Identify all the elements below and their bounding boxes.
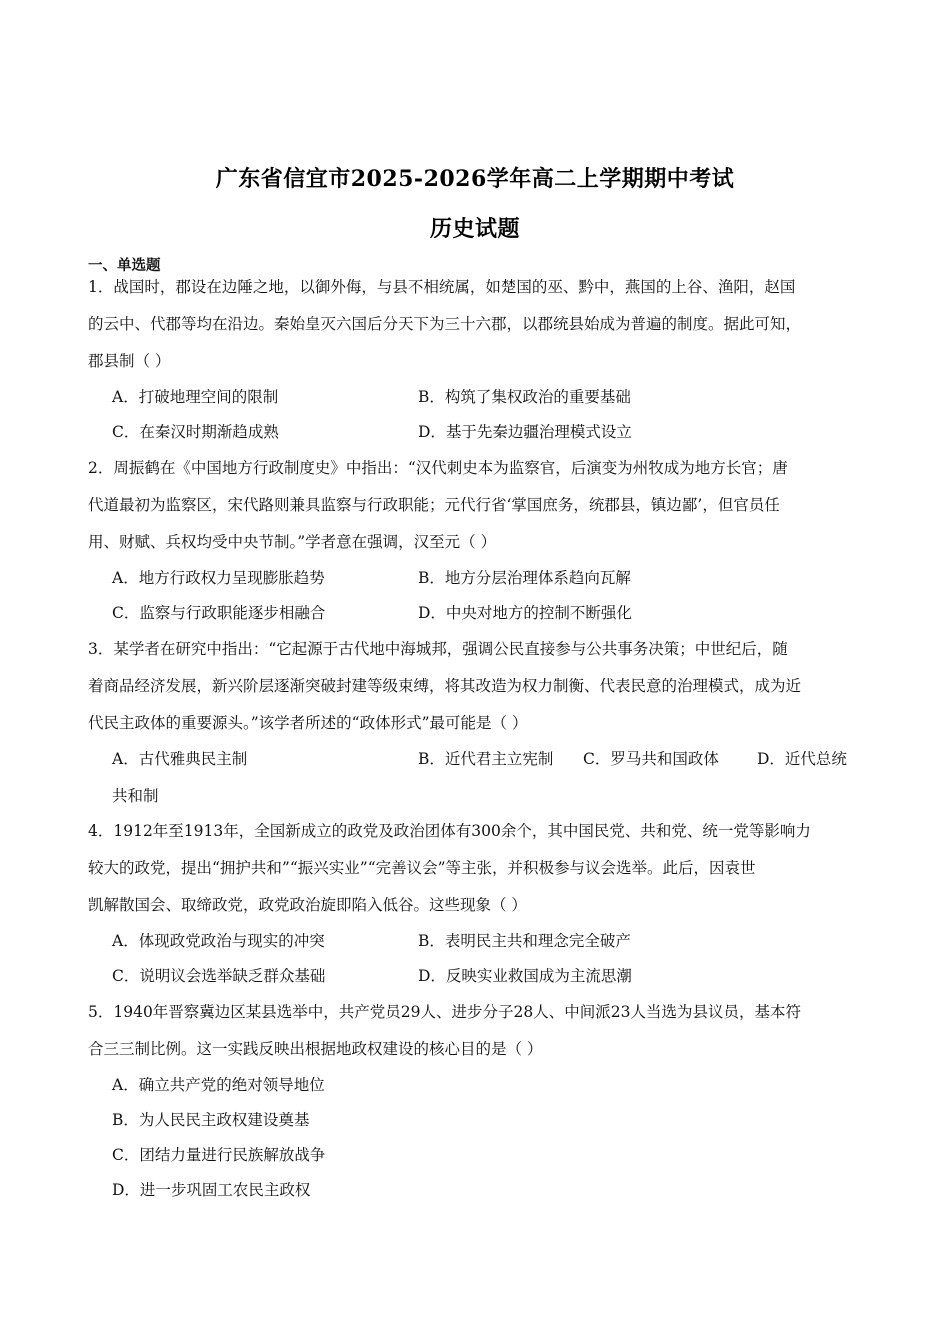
question-5-line-1: 5．1940年晋察冀边区某县选举中，共产党员29人、进步分子28人、中间派23人当选为县议员，基本符 <box>88 1003 801 1021</box>
question-2-option-b[interactable]: B．地方分层治理体系趋向瓦解 <box>418 569 631 587</box>
question-2-line-2: 代道最初为监察区，宋代路则兼具监察与行政职能；元代行省‘掌国庶务，统郡县，镇边鄙’，但官员任 <box>88 496 780 514</box>
question-5-line-2: 合三三制比例。这一实践反映出根据地政权建设的核心目的是（ ） <box>88 1040 543 1058</box>
question-4-option-c[interactable]: C．说明议会选举缺乏群众基础 <box>112 967 326 985</box>
question-5-option-d[interactable]: D．进一步巩固工农民主政权 <box>112 1181 311 1199</box>
question-4-option-d[interactable]: D．反映实业救国成为主流思潮 <box>418 967 632 985</box>
question-1-line-3: 郡县制（ ） <box>88 352 171 370</box>
question-3-option-c[interactable]: C．罗马共和国政体 <box>583 750 719 768</box>
question-1-option-b[interactable]: B．构筑了集权政治的重要基础 <box>418 388 631 406</box>
question-4-line-1: 4．1912年至1913年，全国新成立的政党及政治团体有300余个，其中国民党、共和党、统一党等影响力 <box>88 822 811 840</box>
question-5-option-c[interactable]: C．团结力量进行民族解放战争 <box>112 1146 326 1164</box>
question-1-option-d[interactable]: D．基于先秦边疆治理模式设立 <box>418 423 632 441</box>
question-3-option-d-continued: 共和制 <box>112 787 159 805</box>
question-1-option-a[interactable]: A．打破地理空间的限制 <box>112 388 279 406</box>
section-heading: 一、单选题 <box>88 257 161 274</box>
question-1-line-2: 的云中、代郡等均在沿边。秦始皇灭六国后分天下为三十六郡，以郡统县始成为普遍的制度。据此可知， <box>88 315 802 333</box>
question-4-option-a[interactable]: A．体现政党政治与现实的冲突 <box>112 932 325 950</box>
question-1-line-1: 1．战国时，郡设在边陲之地，以御外侮，与县不相统属，如楚国的巫、黔中，燕国的上谷、渔阳，赵国 <box>88 278 796 296</box>
question-3-line-3: 代民主政体的重要源头。”该学者所述的“政体形式”最可能是（ ） <box>88 714 528 732</box>
question-2-option-c[interactable]: C．监察与行政职能逐步相融合 <box>112 604 326 622</box>
exam-title: 广东省信宜市2025-2026学年高二上学期期中考试 <box>215 166 735 192</box>
question-5-option-b[interactable]: B．为人民民主政权建设奠基 <box>112 1111 310 1129</box>
question-3-line-2: 着商品经济发展，新兴阶层逐渐突破封建等级束缚，将其改造为权力制衡、代表民意的治理模式，成为近 <box>88 677 802 695</box>
exam-subtitle: 历史试题 <box>429 216 520 242</box>
question-4-line-3: 凯解散国会、取缔政党，政党政治旋即陷入低谷。这些现象（ ） <box>88 896 527 914</box>
question-3-option-b[interactable]: B．近代君主立宪制 <box>418 750 554 768</box>
question-2-option-d[interactable]: D．中央对地方的控制不断强化 <box>418 604 632 622</box>
question-4-option-b[interactable]: B．表明民主共和理念完全破产 <box>418 932 631 950</box>
question-4-line-2: 较大的政党，提出“拥护共和”“振兴实业”“完善议会”等主张，并积极参与议会选举。此后，因袁世 <box>88 859 756 877</box>
question-3-option-a[interactable]: A．古代雅典民主制 <box>112 750 248 768</box>
question-2-option-a[interactable]: A．地方行政权力呈现膨胀趋势 <box>112 569 325 587</box>
question-2-line-3: 用、财赋、兵权均受中央节制。”学者意在强调，汉至元（ ） <box>88 533 497 551</box>
question-3-option-d[interactable]: D．近代总统 <box>757 750 847 768</box>
question-5-option-a[interactable]: A．确立共产党的绝对领导地位 <box>112 1076 325 1094</box>
question-3-line-1: 3．某学者在研究中指出：“它起源于古代地中海城邦，强调公民直接参与公共事务决策；中世纪后，随 <box>88 640 788 658</box>
question-1-option-c[interactable]: C．在秦汉时期渐趋成熟 <box>112 423 279 441</box>
question-2-line-1: 2．周振鹤在《中国地方行政制度史》中指出：“汉代刺史本为监察官，后演变为州牧成为地方长官；唐 <box>88 459 788 477</box>
